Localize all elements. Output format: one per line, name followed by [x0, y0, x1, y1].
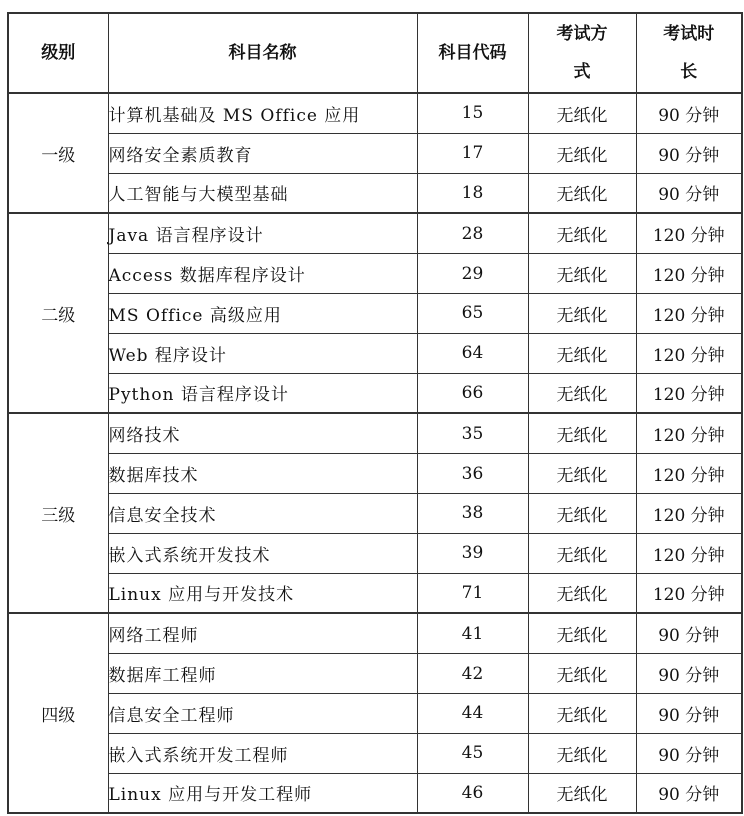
table-row [8, 654, 742, 694]
header-row [8, 13, 742, 93]
table-row [8, 533, 742, 573]
exam-method-cell: 无纸化 [528, 93, 636, 133]
level-group [8, 213, 742, 413]
exam-method-cell: 无纸化 [528, 654, 636, 694]
exam-duration-cell: 90 分钟 [636, 173, 742, 213]
subject-name-cell: Linux 应用与开发技术 [108, 573, 417, 613]
subject-code-cell: 44 [417, 693, 528, 733]
exam-duration-cell: 90 分钟 [636, 773, 742, 813]
exam-method-cell: 无纸化 [528, 733, 636, 773]
exam-duration-cell: 120 分钟 [636, 254, 742, 294]
level-cell: 二级 [8, 213, 108, 413]
subject-code-cell: 15 [417, 93, 528, 133]
subject-code-cell: 28 [417, 213, 528, 253]
table-header [8, 13, 742, 93]
subject-name-cell: 网络技术 [108, 413, 417, 453]
exam-method-cell: 无纸化 [528, 333, 636, 373]
table-row [8, 613, 742, 653]
exam-method-cell: 无纸化 [528, 693, 636, 733]
exam-method-cell: 无纸化 [528, 573, 636, 613]
header-method [528, 13, 636, 93]
subject-code-cell: 29 [417, 254, 528, 294]
subject-code-cell: 41 [417, 613, 528, 653]
exam-method-cell: 无纸化 [528, 213, 636, 253]
subject-name-cell: 网络安全素质教育 [108, 133, 417, 173]
level-group [8, 613, 742, 813]
exam-duration-cell: 120 分钟 [636, 213, 742, 253]
subject-code-cell: 65 [417, 293, 528, 333]
subject-name-cell: Web 程序设计 [108, 333, 417, 373]
subject-code-cell: 36 [417, 454, 528, 494]
exam-duration-cell: 120 分钟 [636, 373, 742, 413]
exam-duration-cell: 120 分钟 [636, 333, 742, 373]
exam-duration-cell: 90 分钟 [636, 733, 742, 773]
exam-method-cell: 无纸化 [528, 773, 636, 813]
table-row [8, 93, 742, 133]
table-row [8, 133, 742, 173]
subject-name-cell: Python 语言程序设计 [108, 373, 417, 413]
exam-method-cell: 无纸化 [528, 254, 636, 294]
subject-code-cell: 35 [417, 413, 528, 453]
table-row [8, 733, 742, 773]
exam-duration-cell: 120 分钟 [636, 493, 742, 533]
subject-name-cell: 人工智能与大模型基础 [108, 173, 417, 213]
exam-duration-cell: 120 分钟 [636, 533, 742, 573]
level-group [8, 93, 742, 213]
exam-method-cell: 无纸化 [528, 133, 636, 173]
header-name: 科目名称 [108, 13, 417, 93]
subject-code-cell: 46 [417, 773, 528, 813]
level-group [8, 413, 742, 613]
subject-code-cell: 18 [417, 173, 528, 213]
exam-duration-cell: 120 分钟 [636, 573, 742, 613]
table-row [8, 213, 742, 253]
subject-code-cell: 38 [417, 493, 528, 533]
header-duration [636, 13, 742, 93]
subject-name-cell: 信息安全工程师 [108, 693, 417, 733]
exam-method-cell: 无纸化 [528, 373, 636, 413]
header-level: 级别 [8, 13, 108, 93]
exam-method-cell: 无纸化 [528, 533, 636, 573]
exam-method-cell: 无纸化 [528, 413, 636, 453]
exam-duration-cell: 120 分钟 [636, 293, 742, 333]
subject-code-cell: 17 [417, 133, 528, 173]
table-row [8, 493, 742, 533]
subject-code-cell: 42 [417, 654, 528, 694]
subject-name-cell: Access 数据库程序设计 [108, 254, 417, 294]
level-cell: 三级 [8, 413, 108, 613]
subject-name-cell: 嵌入式系统开发技术 [108, 533, 417, 573]
exam-method-cell: 无纸化 [528, 293, 636, 333]
exam-subjects-table [7, 12, 743, 814]
header-method-label: 考试方式 [556, 24, 608, 82]
header-duration-label: 考试时长 [663, 24, 715, 82]
subject-code-cell: 64 [417, 333, 528, 373]
subject-name-cell: MS Office 高级应用 [108, 293, 417, 333]
exam-method-cell: 无纸化 [528, 493, 636, 533]
subject-code-cell: 45 [417, 733, 528, 773]
exam-duration-cell: 90 分钟 [636, 93, 742, 133]
subject-name-cell: 嵌入式系统开发工程师 [108, 733, 417, 773]
level-cell: 一级 [8, 93, 108, 213]
exam-duration-cell: 90 分钟 [636, 654, 742, 694]
exam-method-cell: 无纸化 [528, 173, 636, 213]
table-row [8, 333, 742, 373]
table-row [8, 454, 742, 494]
table-row [8, 254, 742, 294]
table-row [8, 173, 742, 213]
header-code: 科目代码 [417, 13, 528, 93]
table-row [8, 413, 742, 453]
subject-name-cell: Linux 应用与开发工程师 [108, 773, 417, 813]
exam-duration-cell: 90 分钟 [636, 133, 742, 173]
table-row [8, 693, 742, 733]
subject-name-cell: 数据库技术 [108, 454, 417, 494]
table-row [8, 373, 742, 413]
subject-name-cell: 计算机基础及 MS Office 应用 [108, 93, 417, 133]
table-row [8, 773, 742, 813]
subject-code-cell: 39 [417, 533, 528, 573]
exam-method-cell: 无纸化 [528, 613, 636, 653]
exam-duration-cell: 90 分钟 [636, 613, 742, 653]
subject-code-cell: 71 [417, 573, 528, 613]
exam-method-cell: 无纸化 [528, 454, 636, 494]
subject-name-cell: Java 语言程序设计 [108, 213, 417, 253]
table-row [8, 573, 742, 613]
exam-duration-cell: 120 分钟 [636, 454, 742, 494]
level-cell: 四级 [8, 613, 108, 813]
subject-name-cell: 数据库工程师 [108, 654, 417, 694]
exam-duration-cell: 90 分钟 [636, 693, 742, 733]
subject-name-cell: 网络工程师 [108, 613, 417, 653]
subject-code-cell: 66 [417, 373, 528, 413]
exam-duration-cell: 120 分钟 [636, 413, 742, 453]
subject-name-cell: 信息安全技术 [108, 493, 417, 533]
table-row [8, 293, 742, 333]
